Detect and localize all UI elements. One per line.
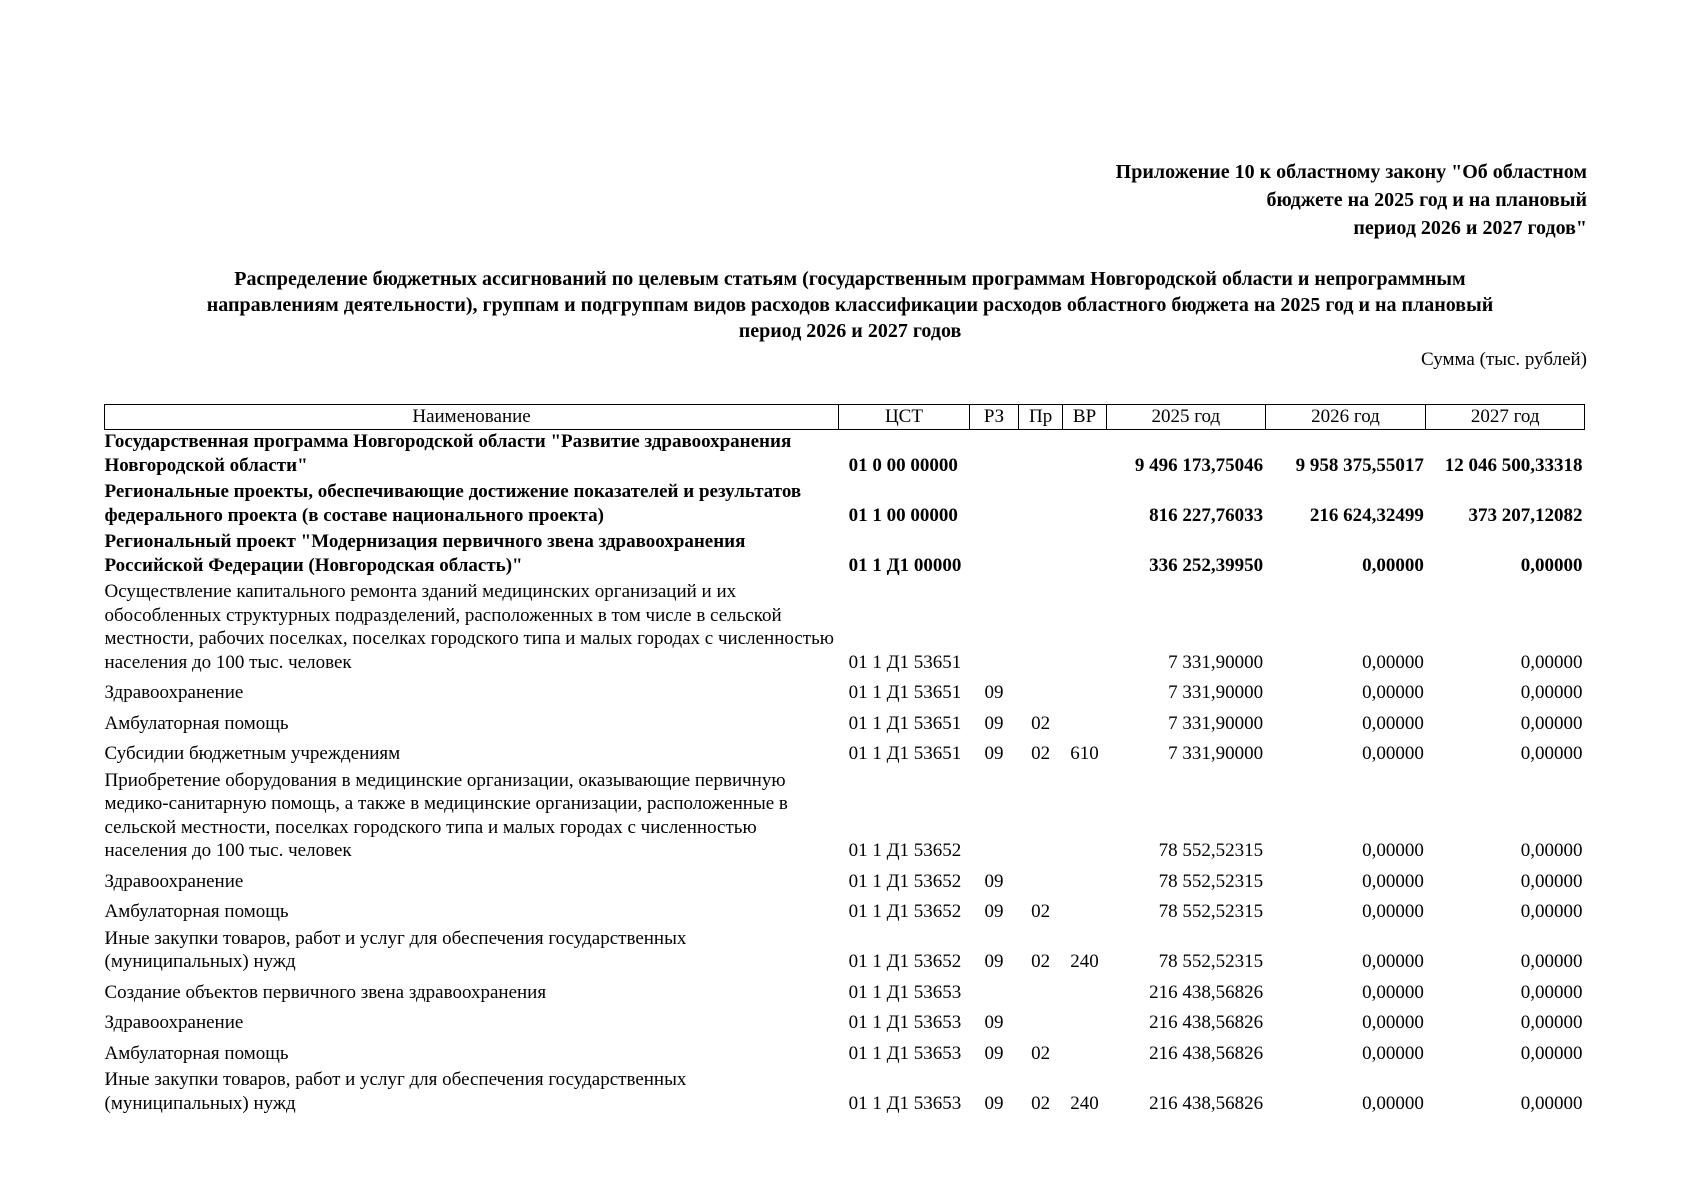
row-name: Государственная программа Новгородской области "Развитие здравоохранения Новгородской области": [104, 431, 792, 476]
annex-line-3: период 2026 и 2027 годов": [1353, 217, 1587, 239]
row-2026: 0,00000: [1362, 870, 1424, 892]
row-name: Иные закупки товаров, работ и услуг для обеспечения государственных (муниципальных) нужд: [104, 927, 687, 972]
table-row: [105, 1007, 1585, 1038]
table-body: [105, 430, 1585, 1119]
row-pr: [1019, 580, 1063, 677]
row-cst: 01 1 00 00000: [848, 504, 958, 526]
row-pr: [1019, 530, 1063, 580]
table-row: [105, 708, 1585, 739]
header-cst: ЦСТ: [839, 405, 970, 430]
row-2026: 9 958 375,55017: [1295, 454, 1424, 476]
row-2026: 0,00000: [1362, 651, 1424, 673]
row-cst: 01 1 Д1 53653: [848, 981, 962, 1003]
row-pr: [1019, 977, 1063, 1008]
row-2027: 0,00000: [1520, 840, 1583, 861]
title-line-3: период 2026 и 2027 годов: [738, 320, 962, 342]
row-2026: 0,00000: [1362, 1012, 1424, 1033]
row-rz: 09: [984, 1092, 1004, 1114]
title-line-1: Распределение бюджетных ассигнований по целевым статьям (государственным программам Новгородской области и непрограммным: [234, 268, 1466, 290]
table-row: [105, 1038, 1585, 1069]
table-row: [105, 896, 1585, 927]
row-cst: 01 1 Д1 53651: [848, 743, 962, 764]
row-2027: 0,00000: [1520, 1042, 1583, 1064]
row-cst: 01 1 Д1 53652: [848, 901, 962, 922]
row-2025: 7 331,90000: [1168, 682, 1264, 703]
row-pr: [1019, 1007, 1063, 1038]
row-rz: [969, 530, 1018, 580]
row-pr: 02: [1031, 1092, 1051, 1114]
row-2027: 0,00000: [1520, 1092, 1583, 1114]
row-2026: 0,00000: [1362, 682, 1424, 703]
row-2026: 0,00000: [1362, 1042, 1424, 1064]
row-2025: 78 552,52315: [1158, 840, 1264, 861]
table-row: [105, 530, 1585, 580]
row-name: Осуществление капитального ремонта зданий медицинских организаций и их обособленных структурных подразделений, расположенных в том числе в сельской местности, рабочих поселках, поселках городского типа и малых городах с численностью населения до 100 тыс. человек: [104, 581, 834, 673]
header-vr: ВР: [1063, 405, 1107, 430]
row-2027: 0,00000: [1520, 1012, 1583, 1033]
table-row: [105, 1068, 1585, 1118]
row-pr: [1019, 430, 1063, 481]
annex-heading: [1116, 158, 1587, 242]
row-rz: [969, 580, 1018, 677]
table-row: [105, 977, 1585, 1008]
row-rz: 09: [984, 1012, 1004, 1033]
table-row: [105, 769, 1585, 866]
row-2027: 0,00000: [1520, 651, 1583, 673]
row-pr: 02: [1031, 901, 1051, 922]
header-2027: 2027 год: [1426, 405, 1585, 430]
row-2025: 7 331,90000: [1168, 743, 1264, 764]
row-rz: [969, 769, 1018, 866]
row-cst: 01 1 Д1 53651: [848, 682, 962, 703]
row-2026: 0,00000: [1362, 743, 1424, 764]
row-pr: [1019, 677, 1063, 708]
row-2026: 0,00000: [1362, 901, 1424, 922]
header-pr: Пр: [1019, 405, 1063, 430]
row-2027: 0,00000: [1520, 743, 1583, 764]
row-2027: 0,00000: [1520, 870, 1583, 892]
annex-line-1: Приложение 10 к областному закону "Об областном: [1115, 161, 1587, 183]
row-2025: 336 252,39950: [1149, 554, 1264, 576]
row-pr: [1019, 480, 1063, 530]
row-vr: [1063, 480, 1107, 530]
row-cst: 01 1 Д1 53652: [848, 951, 962, 972]
row-name: Здравоохранение: [104, 682, 244, 703]
row-vr: 610: [1070, 743, 1099, 764]
row-rz: 09: [984, 951, 1004, 972]
row-name: Приобретение оборудования в медицинские организации, оказывающие первичную медико-санитарную помощь, а также в медицинские организации, расположенные в сельской местности, поселках городского типа и малых городах с численностью населения до 100 тыс. человек: [104, 769, 788, 861]
row-2026: 0,00000: [1362, 840, 1424, 861]
table-row: [105, 480, 1585, 530]
row-2026: 0,00000: [1362, 712, 1424, 734]
row-pr: [1019, 866, 1063, 897]
row-rz: 09: [984, 712, 1004, 734]
budget-table: [104, 404, 1585, 1118]
header-rz: РЗ: [969, 405, 1018, 430]
row-cst: 01 1 Д1 00000: [848, 554, 962, 576]
row-name: Здравоохранение: [104, 1012, 244, 1033]
row-rz: [969, 977, 1018, 1008]
row-rz: 09: [984, 901, 1004, 922]
row-pr: [1019, 769, 1063, 866]
row-rz: 09: [984, 743, 1004, 764]
row-vr: [1063, 1007, 1107, 1038]
row-2026: 0,00000: [1362, 1092, 1424, 1114]
row-cst: 01 0 00 00000: [848, 454, 958, 476]
row-2027: 0,00000: [1520, 901, 1583, 922]
row-vr: [1063, 977, 1107, 1008]
row-rz: 09: [984, 682, 1004, 703]
row-cst: 01 1 Д1 53653: [848, 1042, 962, 1064]
row-2025: 216 438,56826: [1149, 1092, 1264, 1114]
row-rz: 09: [984, 870, 1004, 892]
row-cst: 01 1 Д1 53652: [848, 840, 962, 861]
row-name: Региональный проект "Модернизация первичного звена здравоохранения Российской Федерации (Новгородская область)": [104, 531, 746, 576]
title-line-2: направлениям деятельности), группам и подгруппам видов расходов классификации расходов областного бюджета на 2025 год и на плановый: [206, 294, 1494, 316]
row-name: Амбулаторная помощь: [104, 1042, 289, 1064]
row-vr: [1063, 580, 1107, 677]
row-2025: 216 438,56826: [1149, 1042, 1264, 1064]
row-2025: 78 552,52315: [1158, 870, 1264, 892]
row-pr: 02: [1031, 743, 1051, 764]
row-2025: 216 438,56826: [1149, 981, 1264, 1003]
header-2025: 2025 год: [1107, 405, 1266, 430]
row-name: Субсидии бюджетным учреждениям: [104, 743, 401, 764]
row-vr: [1063, 1038, 1107, 1069]
row-cst: 01 1 Д1 53651: [848, 712, 962, 734]
table-row: [105, 430, 1585, 481]
row-2025: 7 331,90000: [1168, 712, 1264, 734]
table-row: [105, 738, 1585, 769]
row-rz: [969, 480, 1018, 530]
row-vr: [1063, 866, 1107, 897]
table-row: [105, 580, 1585, 677]
annex-line-2: бюджете на 2025 год и на плановый: [1266, 189, 1587, 211]
row-cst: 01 1 Д1 53653: [848, 1012, 962, 1033]
table-row: [105, 866, 1585, 897]
row-2027: 0,00000: [1520, 712, 1583, 734]
header-2026: 2026 год: [1265, 405, 1426, 430]
row-2027: 373 207,12082: [1468, 504, 1583, 526]
row-vr: [1063, 708, 1107, 739]
row-2026: 0,00000: [1362, 951, 1424, 972]
row-2025: 9 496 173,75046: [1134, 454, 1264, 476]
table-row: [105, 677, 1585, 708]
row-name: Амбулаторная помощь: [104, 712, 289, 734]
row-2026: 0,00000: [1362, 554, 1424, 576]
row-vr: [1063, 896, 1107, 927]
header-name: Наименование: [105, 405, 839, 430]
row-name: Региональные проекты, обеспечивающие достижение показателей и результатов федерального проекта (в составе национального проекта): [104, 481, 802, 526]
row-cst: 01 1 Д1 53651: [848, 651, 962, 673]
row-name: Здравоохранение: [104, 870, 244, 892]
row-pr: 02: [1031, 1042, 1051, 1064]
row-rz: 09: [984, 1042, 1004, 1064]
row-2027: 0,00000: [1520, 682, 1583, 703]
row-2025: 78 552,52315: [1158, 951, 1264, 972]
row-2025: 78 552,52315: [1158, 901, 1264, 922]
row-2026: 0,00000: [1362, 981, 1424, 1003]
row-cst: 01 1 Д1 53653: [848, 1092, 962, 1114]
row-vr: 240: [1070, 1092, 1099, 1114]
table-header-row: [105, 405, 1585, 430]
row-2025: 7 331,90000: [1168, 651, 1264, 673]
row-2025: 216 438,56826: [1149, 1012, 1264, 1033]
row-2027: 0,00000: [1520, 981, 1583, 1003]
table-row: [105, 927, 1585, 977]
row-vr: 240: [1070, 951, 1099, 972]
row-2027: 0,00000: [1520, 554, 1583, 576]
row-vr: [1063, 677, 1107, 708]
row-name: Иные закупки товаров, работ и услуг для обеспечения государственных (муниципальных) нужд: [104, 1069, 687, 1114]
row-vr: [1063, 430, 1107, 481]
row-2025: 816 227,76033: [1149, 504, 1264, 526]
row-vr: [1063, 530, 1107, 580]
row-pr: 02: [1031, 951, 1051, 972]
row-2027: 12 046 500,33318: [1444, 454, 1583, 476]
row-pr: 02: [1031, 712, 1051, 734]
row-2026: 216 624,32499: [1309, 504, 1424, 526]
row-2027: 0,00000: [1520, 951, 1583, 972]
row-name: Амбулаторная помощь: [104, 901, 289, 922]
units-label: Сумма (тыс. рублей): [1421, 349, 1587, 370]
document-title: [100, 266, 1600, 344]
row-vr: [1063, 769, 1107, 866]
row-name: Создание объектов первичного звена здравоохранения: [104, 981, 547, 1003]
row-cst: 01 1 Д1 53652: [848, 870, 962, 892]
row-rz: [969, 430, 1018, 481]
